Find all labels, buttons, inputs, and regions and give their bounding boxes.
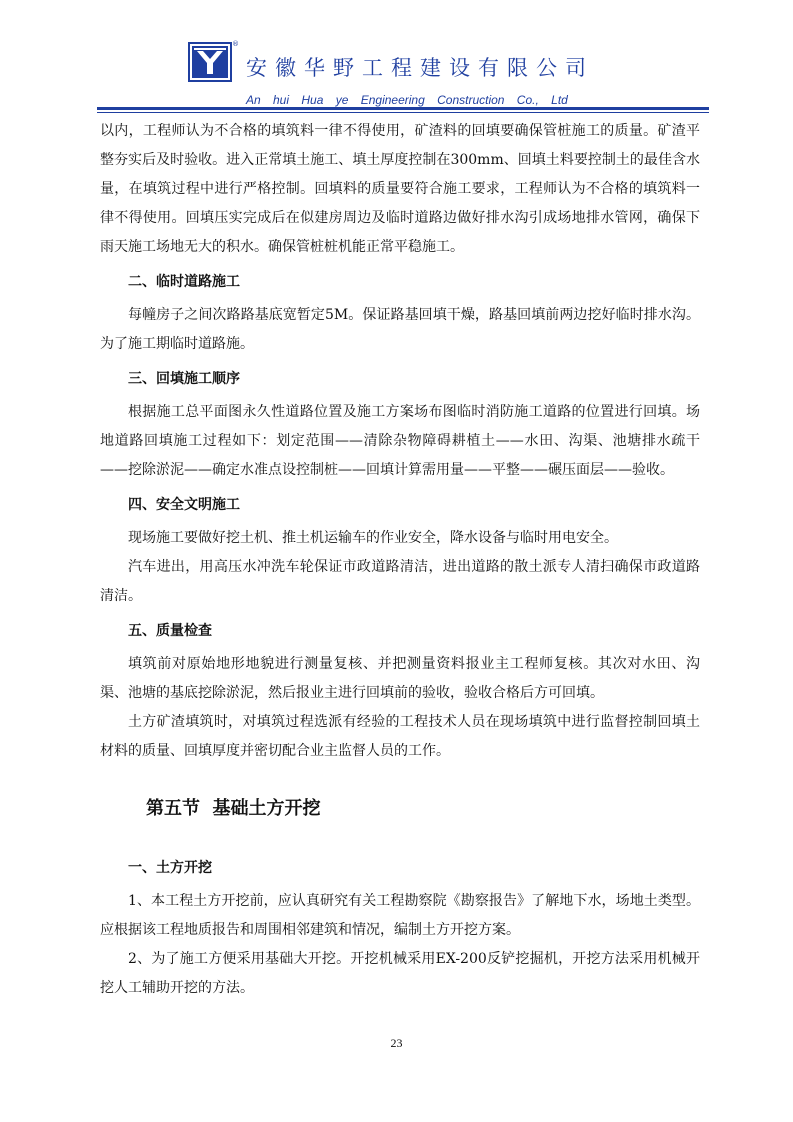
- paragraph-continued: 以内，工程师认为不合格的填筑料一律不得使用，矿渣料的回填要确保管桩施工的质量。矿渣平整夯实后及时验收。进入正常填土施工、填土厚度控制在300mm、回填土料要控制土的最佳含水量，在填筑过程中进行严格控制。回填料的质量要符合施工要求，工程师认为不合格的填筑料一律不得使用。回填压实完成后在似建房周边及临时道路边做好排水沟引成场地排水管网，确保下雨天施工场地无大的积水。确保管桩桩机能正常平稳施工。: [100, 123, 700, 255]
- header-rule-thin: [97, 112, 709, 113]
- paragraph-excavation-1: 1、本工程土方开挖前，应认真研究有关工程勘察院《勘察报告》了解地下水，场地土类型。应根据该工程地质报告和周围相邻建筑和情况，编制土方开挖方案。: [100, 893, 700, 938]
- heading-quality: 五、质量检查: [128, 623, 212, 639]
- section-title: 第五节 基础土方开挖: [146, 798, 321, 819]
- registered-mark: ®: [232, 40, 239, 48]
- paragraph-backfill-order: 根据施工总平面图永久性道路位置及施工方案场布图临时消防施工道路的位置进行回填。场地道路回填施工过程如下：划定范围——清除杂物障碍耕植土——水田、沟渠、池塘排水疏干——挖除淤泥——确定水准点设控制桩——回填计算需用量——平整——碾压面层——验收。: [100, 404, 700, 478]
- company-name-english: An hui Hua ye Engineering Construction Co., Ltd: [246, 93, 568, 107]
- company-logo-icon: [188, 42, 232, 82]
- heading-temporary-road: 二、临时道路施工: [128, 274, 240, 290]
- heading-excavation: 一、土方开挖: [128, 860, 212, 876]
- paragraph-excavation-2: 2、为了施工方便采用基础大开挖。开挖机械采用EX-200反铲挖掘机，开挖方法采用机械开挖人工辅助开挖的方法。: [100, 951, 700, 996]
- heading-backfill-order: 三、回填施工顺序: [128, 371, 240, 387]
- paragraph-temporary-road: 每幢房子之间次路路基底宽暂定5M。保证路基回填干燥，路基回填前两边挖好临时排水沟。为了施工期临时道路施。: [100, 307, 700, 352]
- company-name-chinese: 安徽华野工程建设有限公司: [246, 56, 594, 80]
- header-rule-thick: [97, 107, 709, 110]
- paragraph-safety-1: 现场施工要做好挖土机、推土机运输车的作业安全，降水设备与临时用电安全。: [128, 530, 618, 546]
- document-body: [100, 117, 700, 1003]
- heading-safety: 四、安全文明施工: [128, 497, 240, 513]
- paragraph-safety-2: 汽车进出，用高压水冲洗车轮保证市政道路清洁，进出道路的散土派专人清扫确保市政道路清洁。: [100, 559, 700, 604]
- paragraph-quality-2: 土方矿渣填筑时，对填筑过程选派有经验的工程技术人员在现场填筑中进行监督控制回填土材料的质量、回填厚度并密切配合业主监督人员的工作。: [100, 714, 700, 759]
- page-header: [0, 0, 793, 120]
- page-number: 23: [390, 1036, 403, 1050]
- paragraph-quality-1: 填筑前对原始地形地貌进行测量复核、并把测量资料报业主工程师复核。其次对水田、沟渠、池塘的基底挖除淤泥，然后报业主进行回填前的验收，验收合格后方可回填。: [100, 656, 700, 701]
